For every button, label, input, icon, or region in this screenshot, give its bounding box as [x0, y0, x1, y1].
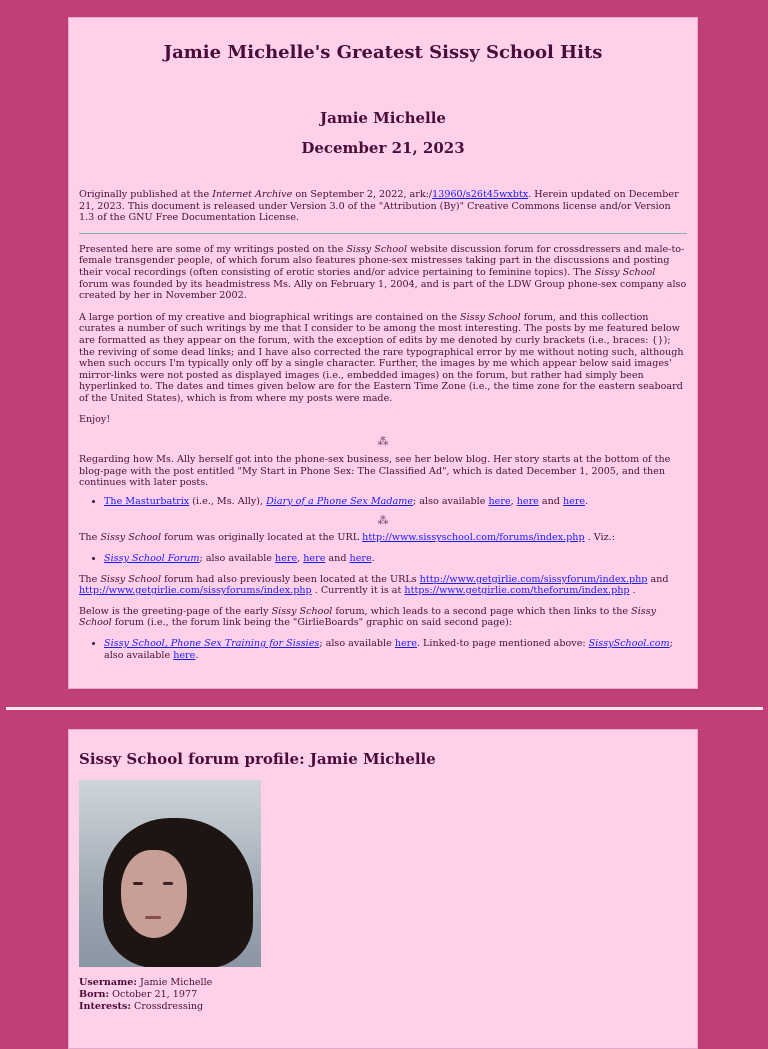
intro-paragraph: Presented here are some of my writings posted on the Sissy School website discussion forum for crossdressers and male-to-female transgender people, of which forum also features phone-sex mistresses taking part in the discussions and posting their vocal recordings (often consisting of erotic stories and/or advice pertaining to feminine topics). The Sissy School forum was founded by its headmistress Ms. Ally on February 1, 2004, and is part of the LDW Group phone-sex company also created by her in November 2002. — [79, 243, 687, 302]
here-link[interactable]: here — [488, 495, 511, 507]
section-divider — [6, 707, 763, 710]
publication-note: Originally published at the Internet Archive on September 2, 2022, ark:/13960/s26t45wxbtx. Herein updated on December 21, 2023. This document is released under Version 3.0 of the "Attribution (By)" Creative Commons license and/or Version 1.3 of the GNU Free Documentation License. — [79, 189, 679, 224]
profile-box — [68, 729, 698, 1049]
author-name: Jamie Michelle — [320, 109, 446, 127]
page-title: Jamie Michelle's Greatest Sissy School Hits — [163, 42, 603, 63]
asterism-divider: ⁂ — [377, 514, 389, 528]
list-item: • Sissy School, Phone Sex Training for Sissies; also available here. Linked-to page mentioned above: SissySchool.com; also available here. — [104, 638, 687, 661]
sissy-school-forum-link[interactable]: Sissy School Forum — [104, 553, 200, 565]
profile-interests: Interests: Crossdressing — [79, 1001, 204, 1012]
here-link[interactable]: here — [562, 495, 586, 507]
list-item: • Sissy School Forum; also available here, here and here. — [104, 553, 687, 565]
photo-eye — [163, 882, 173, 885]
masturbatrix-link[interactable]: The Masturbatrix — [104, 495, 190, 507]
diary-link[interactable]: Diary of a Phone Sex Madame — [266, 495, 413, 507]
here-link[interactable]: here — [275, 553, 298, 565]
asterism-divider: ⁂ — [377, 435, 389, 449]
greeting-paragraph: Below is the greeting-page of the early Sissy School forum, which leads to a second page which then links to the Sissy School forum (i.e., the forum link being the "GirlieBoards" graphic on said second page): — [79, 605, 657, 629]
here-link[interactable]: here — [303, 553, 326, 565]
collection-paragraph: A large portion of my creative and biographical writings are contained on the Sissy School forum, and this collection curates a number of such writings by me that I consider to be among the most interesting. The posts by me featured below are formatted as they appear on the forum, with the exception of edits by me denoted by curly brackets (i.e., braces: {}); the reviving of some dead links; and I have also corrected the rare typographical error by me without noting such, although when such occurs I'm typically only off by a single character. Further, the images by me which appear below said images' mirror-links were not posted as displayed images (i.e., embedded images) on the forum, but rather had simply been hyperlinked to. The dates and times given below are for the Eastern Time Zone (i.e., the time zone for the eastern seaboard of the United States), which is from where my posts were made. — [79, 311, 684, 404]
enjoy-text: Enjoy! — [79, 413, 111, 425]
forum-url-paragraph: The Sissy School forum was originally located at the URL http://www.sissyschool.com/forums/index.php . Viz.: — [79, 532, 615, 544]
here-link[interactable]: here — [394, 638, 417, 650]
ally-paragraph: Regarding how Ms. Ally herself got into the phone-sex business, see her below blog. Her story starts at the bottom of the blog-page with the post entitled "My Start in Phone Sex: The Classified Ad", which is dated December 1, 2005, and then continues with later posts. — [79, 454, 671, 489]
profile-heading: Sissy School forum profile: Jamie Michelle — [79, 750, 436, 768]
document-date: December 21, 2023 — [301, 139, 465, 157]
list-item: • The Masturbatrix (i.e., Ms. Ally), Diary of a Phone Sex Madame; also available here, here and here. — [104, 496, 687, 508]
theforum-url-link[interactable]: https://www.getgirlie.com/theforum/index.php — [404, 585, 630, 597]
here-link[interactable]: here — [516, 495, 539, 507]
ark-link[interactable]: 13960/s26t45wxbtx — [432, 189, 529, 200]
photo-mouth — [145, 916, 161, 919]
ally-list — [79, 496, 687, 508]
photo-eye — [133, 882, 143, 885]
here-link[interactable]: here — [349, 553, 372, 565]
profile-username: Username: Jamie Michelle — [79, 977, 213, 988]
greeting-list — [79, 638, 687, 661]
sissy-school-training-link[interactable]: Sissy School, Phone Sex Training for Sissies — [104, 638, 320, 650]
forum-url-link[interactable]: http://www.sissyschool.com/forums/index.php — [362, 532, 585, 544]
horizontal-rule — [79, 233, 687, 234]
main-content-box — [68, 17, 698, 689]
forum-list — [79, 553, 687, 565]
profile-born: Born: October 21, 1977 — [79, 989, 198, 1000]
sissyforum-url-link[interactable]: http://www.getgirlie.com/sissyforum/index.php — [419, 573, 648, 585]
previous-urls-paragraph: The Sissy School forum had also previously been located at the URLs http://www.getgirlie.com/sissyforum/index.php and http://www.getgirlie.com/sissyforums/index.php . Currently it is at https://www.getgirlie.com/theforum/index.php . — [79, 573, 669, 597]
photo-face — [121, 850, 187, 938]
sissyschool-com-link[interactable]: SissySchool.com — [588, 638, 670, 650]
sissyforums-url-link[interactable]: http://www.getgirlie.com/sissyforums/index.php — [79, 585, 312, 597]
profile-photo — [79, 780, 261, 967]
here-link[interactable]: here — [173, 649, 196, 661]
